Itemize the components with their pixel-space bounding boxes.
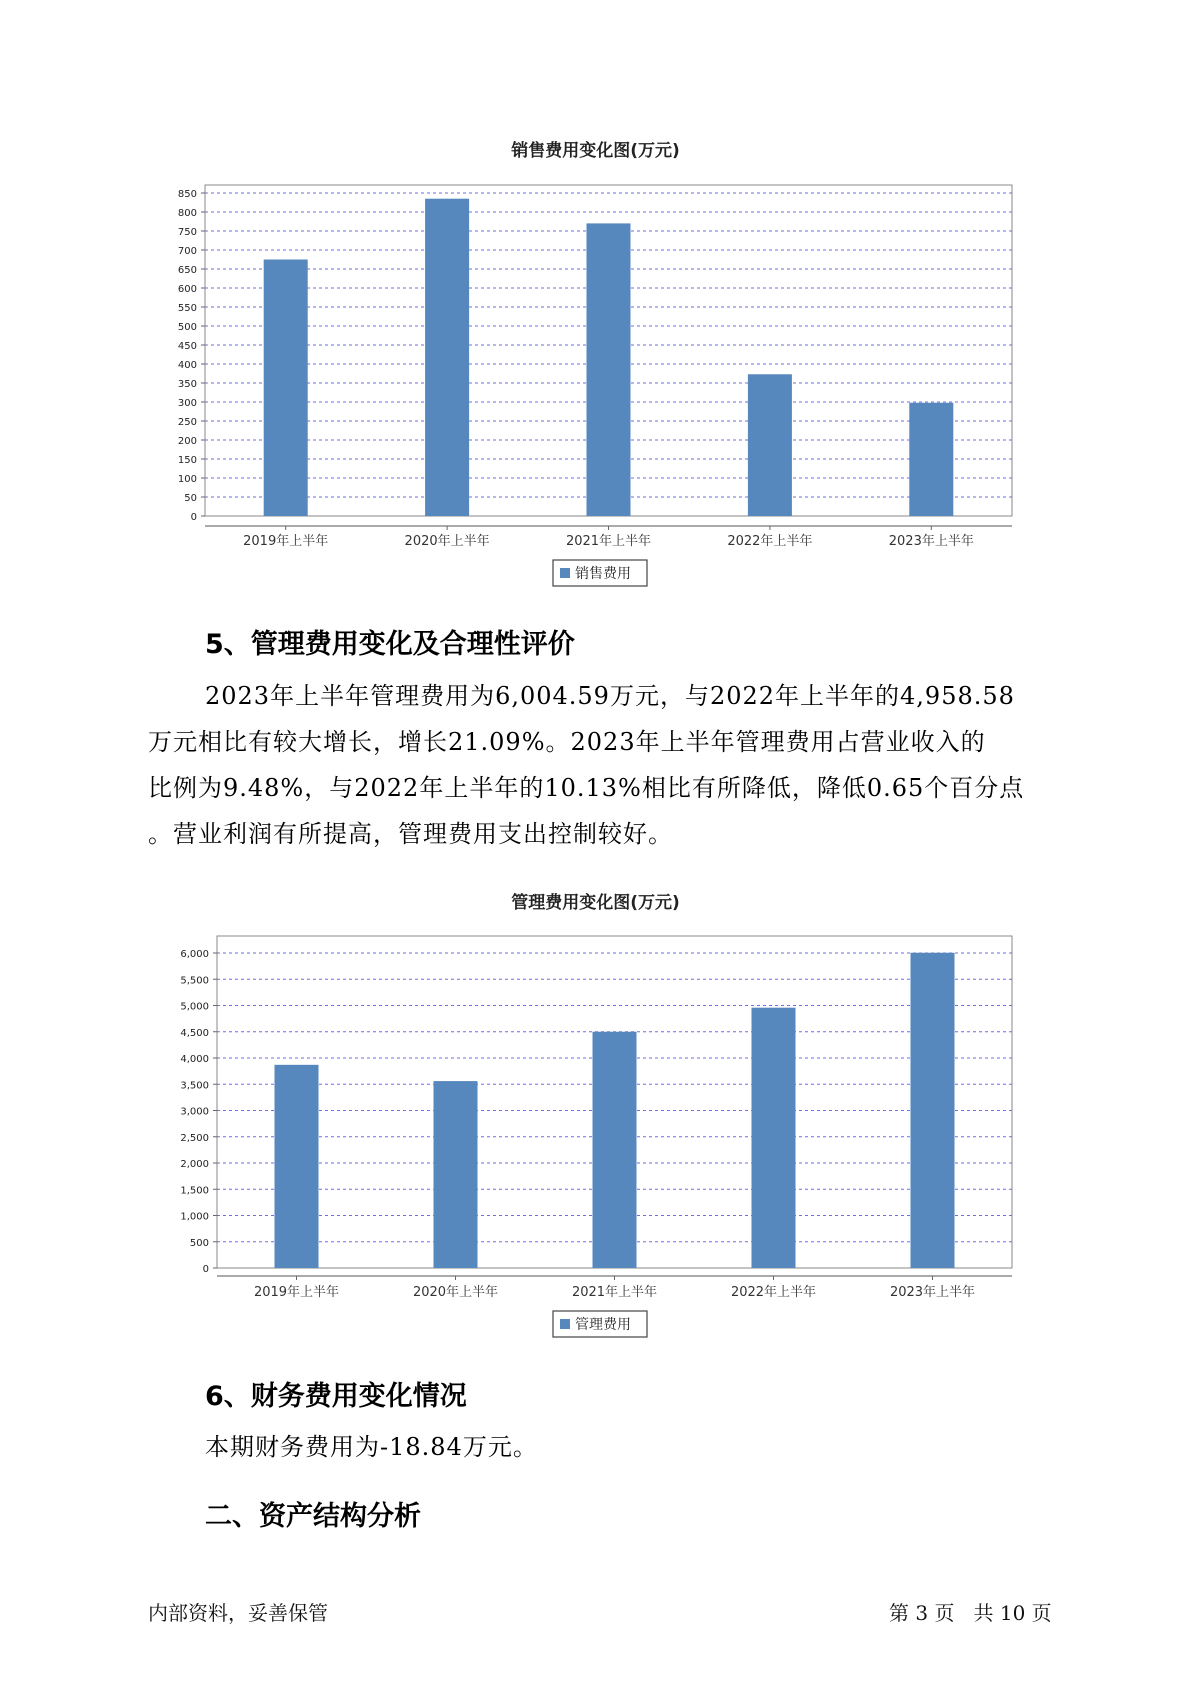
legend-label: 销售费用 bbox=[575, 566, 631, 582]
y-tick-label: 650 bbox=[177, 265, 197, 276]
y-tick-label: 4,000 bbox=[180, 1054, 209, 1065]
x-tick-label: 2021年上半年 bbox=[571, 1285, 658, 1300]
section-5-line-4: 。营业利润有所提高，管理费用支出控制较好。 bbox=[148, 820, 673, 848]
y-tick-label: 2,000 bbox=[180, 1159, 209, 1170]
bar bbox=[593, 1032, 637, 1268]
section-5-line-3: 比例为9.48%，与2022年上半年的10.13%相比有所降低，降低0.65个百分点 bbox=[148, 774, 1025, 802]
y-tick-label: 3,500 bbox=[180, 1080, 209, 1092]
y-tick-label: 5,000 bbox=[180, 1001, 209, 1013]
x-tick-label: 2020年上半年 bbox=[412, 1285, 499, 1300]
bar bbox=[434, 1081, 478, 1268]
bar bbox=[752, 1008, 796, 1268]
section-5-heading: 5、管理费用变化及合理性评价 bbox=[205, 629, 575, 660]
y-tick-label: 850 bbox=[177, 189, 197, 200]
sales-chart-title: 销售费用变化图(万元) bbox=[511, 141, 680, 161]
y-tick-label: 700 bbox=[177, 246, 197, 257]
bar bbox=[275, 1065, 319, 1268]
y-tick-label: 800 bbox=[177, 208, 197, 219]
y-tick-label: 350 bbox=[177, 379, 197, 390]
x-tick-label: 2022年上半年 bbox=[730, 1285, 817, 1300]
y-tick-label: 3,000 bbox=[180, 1106, 209, 1118]
x-tick-label: 2023年上半年 bbox=[888, 534, 974, 549]
y-tick-label: 0 bbox=[202, 1264, 209, 1275]
y-tick-label: 600 bbox=[177, 284, 197, 295]
y-tick-label: 1,500 bbox=[180, 1185, 209, 1197]
x-tick-label: 2019年上半年 bbox=[243, 534, 329, 549]
y-tick-label: 6,000 bbox=[180, 949, 209, 960]
section-2-heading: 二、资产结构分析 bbox=[205, 1501, 421, 1532]
y-tick-label: 2,500 bbox=[180, 1132, 209, 1144]
bar bbox=[911, 953, 955, 1268]
y-tick-label: 1,000 bbox=[180, 1211, 209, 1223]
y-tick-label: 4,500 bbox=[180, 1027, 209, 1039]
y-tick-label: 5,500 bbox=[180, 975, 209, 987]
footer-page-number: 第 3 页 共 10 页 bbox=[889, 1601, 1052, 1625]
x-tick-label: 2019年上半年 bbox=[253, 1285, 340, 1300]
y-tick-label: 500 bbox=[177, 322, 197, 333]
y-tick-label: 550 bbox=[177, 303, 197, 314]
admin-chart-title: 管理费用变化图(万元) bbox=[511, 893, 680, 913]
section-6-text: 本期财务费用为-18.84万元。 bbox=[205, 1433, 538, 1461]
x-tick-label: 2021年上半年 bbox=[565, 534, 652, 549]
x-tick-label: 2023年上半年 bbox=[889, 1285, 976, 1300]
y-tick-label: 300 bbox=[177, 398, 197, 409]
x-tick-label: 2022年上半年 bbox=[727, 534, 813, 549]
footer-confidential: 内部资料，妥善保管 bbox=[148, 1601, 328, 1625]
y-tick-label: 250 bbox=[177, 417, 197, 428]
y-tick-label: 500 bbox=[189, 1237, 209, 1249]
legend-swatch bbox=[560, 1319, 570, 1329]
section-5-line-2: 万元相比有较大增长，增长21.09%。2023年上半年管理费用占营业收入的 bbox=[148, 728, 986, 756]
y-tick-label: 50 bbox=[184, 493, 197, 504]
y-tick-label: 150 bbox=[177, 455, 197, 466]
y-tick-label: 100 bbox=[177, 474, 197, 485]
x-tick-label: 2020年上半年 bbox=[404, 534, 490, 549]
section-5-line-1: 2023年上半年管理费用为6,004.59万元，与2022年上半年的4,958.58 bbox=[205, 682, 1015, 710]
legend-label: 管理费用 bbox=[575, 1317, 631, 1333]
section-6-heading: 6、财务费用变化情况 bbox=[205, 1381, 467, 1412]
y-tick-label: 750 bbox=[177, 227, 197, 238]
y-tick-label: 450 bbox=[177, 341, 197, 352]
y-tick-label: 200 bbox=[177, 436, 197, 447]
y-tick-label: 400 bbox=[177, 360, 197, 371]
y-tick-label: 0 bbox=[190, 512, 197, 523]
